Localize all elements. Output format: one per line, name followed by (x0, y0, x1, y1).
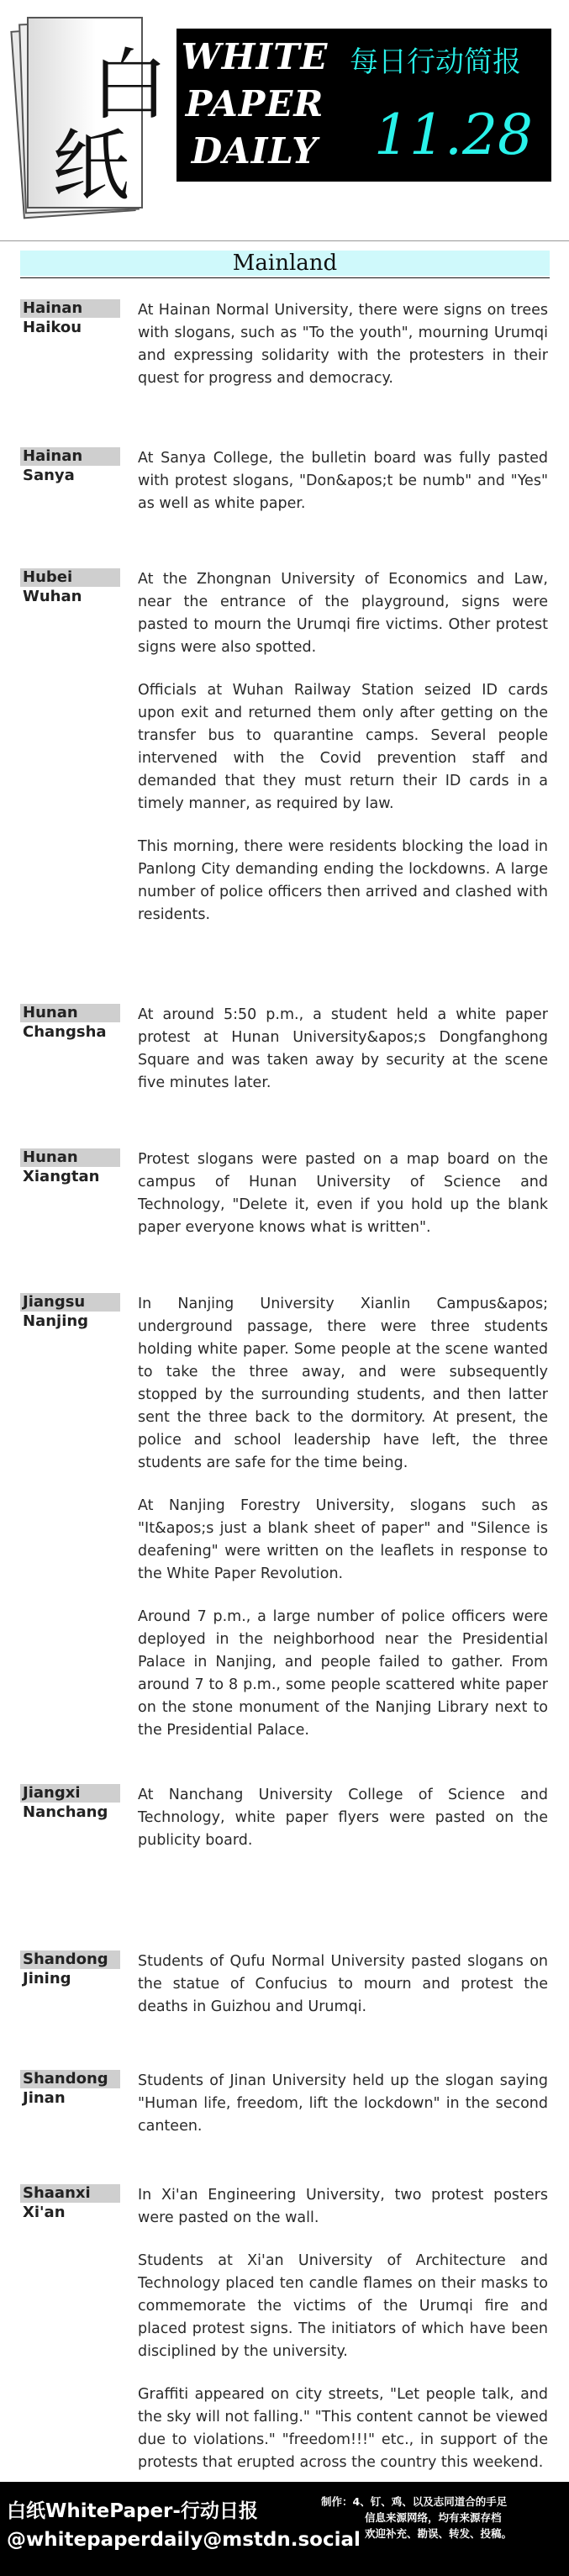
paragraph: At the Zhongnan University of Economics and Law, near the entrance of the playground, signs were pasted to mourn the Urumqi fire victims. Other protest signs were also spotted. (138, 571, 548, 656)
location-label (20, 447, 121, 486)
entry-text (138, 1784, 548, 1872)
daily-briefing-label: 每日行动简报 (350, 45, 521, 79)
paragraph: Students of Qufu Normal University pasted slogans on the statue of Confucius to mourn and protest the deaths in Guizhou and Urumqi. (138, 1953, 548, 2015)
title-line-paper: PAPER (185, 83, 324, 124)
city-label: Haikou (23, 319, 82, 336)
section-title: Mainland (232, 251, 338, 276)
entry-text (138, 568, 548, 947)
paragraph: Around 7 p.m., a large number of police officers were deployed in the neighborhood near the Presidential Palace in Nanjing, and people failed to gather. From around 7 to 8 p.m., some people scattered white paper on the stone monument of the Nanjing Library next to the Presidential Palace. (138, 1608, 548, 1739)
province-label: Hainan (20, 447, 120, 466)
paragraph: At Nanjing Forestry University, slogans such as "It&apos;s just a blank sheet of paper" and "Silence is deafening" were written on the leaflets in response to the White Paper Revolution. (138, 1497, 548, 1582)
paragraph: Officials at Wuhan Railway Station seized ID cards upon exit and returned them only after getting on the transfer bus to quarantine camps. Several people intervened with the Covid prevention staff and demanded that they must return their ID cards in a timely manner, as required by law. (138, 682, 548, 812)
paragraph: Students of Jinan University held up the slogan saying "Human life, freedom, lift the lockdown" in the second canteen. (138, 2072, 548, 2135)
location-label (20, 1950, 121, 1989)
city-label: Wuhan (23, 588, 82, 605)
section-rule (20, 277, 550, 278)
province-label: Hunan (20, 1004, 120, 1022)
province-label: Shaanxi (20, 2184, 120, 2203)
paragraph: In Xi'an Engineering University, two protest posters were pasted on the wall. (138, 2187, 548, 2226)
location-label (20, 1004, 121, 1043)
location-label (20, 1293, 121, 1332)
location-label (20, 299, 121, 338)
entry-text (138, 447, 548, 536)
city-label: Xiangtan (23, 1168, 100, 1185)
location-label (20, 2184, 121, 2223)
logo-char-bai: 白 (91, 40, 169, 130)
entry-text (138, 1293, 548, 1762)
entry-text (138, 2184, 548, 2474)
title-line-daily: DAILY (191, 130, 319, 172)
location-label (20, 1784, 121, 1823)
date-block (333, 29, 551, 182)
city-label: Jinan (23, 2089, 66, 2107)
city-label: Jining (23, 1970, 71, 1987)
entry-text (138, 299, 548, 410)
entry-text (138, 1950, 548, 2039)
entry-text (138, 1148, 548, 1259)
province-label: Shandong (20, 1950, 120, 1969)
footer-credits-line: 欢迎补充、勘误、转发、投稿。 (365, 2527, 513, 2540)
footer-credits-line: 制作：4、钉、鸡、以及志同道合的手足 (321, 2495, 508, 2508)
footer-bar (0, 2482, 569, 2576)
city-label: Nanjing (23, 1312, 89, 1330)
paragraph: This morning, there were residents blocking the load in Panlong City demanding ending the lockdowns. A large number of police officers then arrived and clashed with residents. (138, 838, 548, 923)
footer-mastodon-handle[interactable]: @whitepaperdaily@mstdn.social (7, 2529, 361, 2551)
city-label: Xi'an (23, 2204, 66, 2221)
paragraph: At Sanya College, the bulletin board was fully pasted with protest slogans, "Don&apos;t be numb" and "Yes" as well as white paper. (138, 450, 548, 512)
location-label (20, 1148, 121, 1187)
footer-credits (321, 2494, 563, 2542)
entry-text (138, 2070, 548, 2158)
location-label (20, 2070, 121, 2109)
entry-text (138, 1004, 548, 1115)
location-label (20, 568, 121, 607)
header-divider (0, 240, 569, 241)
footer-publication-name: 白纸WhitePaper-行动日报 (7, 2500, 258, 2522)
province-label: Hainan (20, 299, 120, 318)
province-label: Hunan (20, 1148, 120, 1167)
title-line-white: WHITE (181, 36, 329, 77)
paragraph: In Nanjing University Xianlin Campus&apos; underground passage, there were three students holding white paper. Some people at the scene wanted to take the three away, and were subsequently stopped by the surrounding students, and then latter sent the three back to the dormitory. At present, the police and school leadership have left, the three students are safe for the time being. (138, 1296, 548, 1471)
city-label: Nanchang (23, 1803, 108, 1821)
footer-credits-line: 信息来源网络，均有来源存档 (365, 2511, 502, 2524)
city-label: Sanya (23, 467, 75, 484)
issue-date: 11.28 (374, 103, 533, 167)
city-label: Changsha (23, 1023, 107, 1041)
title-block (176, 29, 333, 182)
paragraph: At around 5:50 p.m., a student held a white paper protest at Hunan University&apos;s Dongfanghong Square and was taken away by security at the scene five minutes later. (138, 1006, 548, 1091)
province-label: Jiangxi (20, 1784, 120, 1803)
paragraph: Students at Xi'an University of Architecture and Technology placed ten candle flames on their masks to commemorate the victims of the Urumqi fire and placed protest signs. The initiators of which have been disciplined by the university. (138, 2252, 548, 2360)
province-label: Shandong (20, 2070, 120, 2088)
logo-char-zhi: 纸 (52, 121, 130, 211)
paragraph: Graffiti appeared on city streets, "Let people talk, and the sky will not falling." "This content cannot be viewed due to violations." "freedom!!!" etc., in support of the protests that erupted across the country this weekend. (138, 2386, 548, 2471)
paragraph: At Nanchang University College of Science and Technology, white paper flyers were pasted on the publicity board. (138, 1787, 548, 1849)
paragraph: At Hainan Normal University, there were signs on trees with slogans, such as "To the youth", mourning Urumqi and expressing solidarity with the protesters in their quest for progress and democracy. (138, 302, 548, 387)
paragraph: Protest slogans were pasted on a map board on the campus of Hunan University of Science and Technology, "Delete it, even if you hold up the blank paper everyone knows what is written". (138, 1151, 548, 1236)
masthead (0, 0, 569, 240)
province-label: Hubei (20, 568, 120, 587)
paper-stack-logo (17, 17, 169, 219)
province-label: Jiangsu (20, 1293, 120, 1312)
